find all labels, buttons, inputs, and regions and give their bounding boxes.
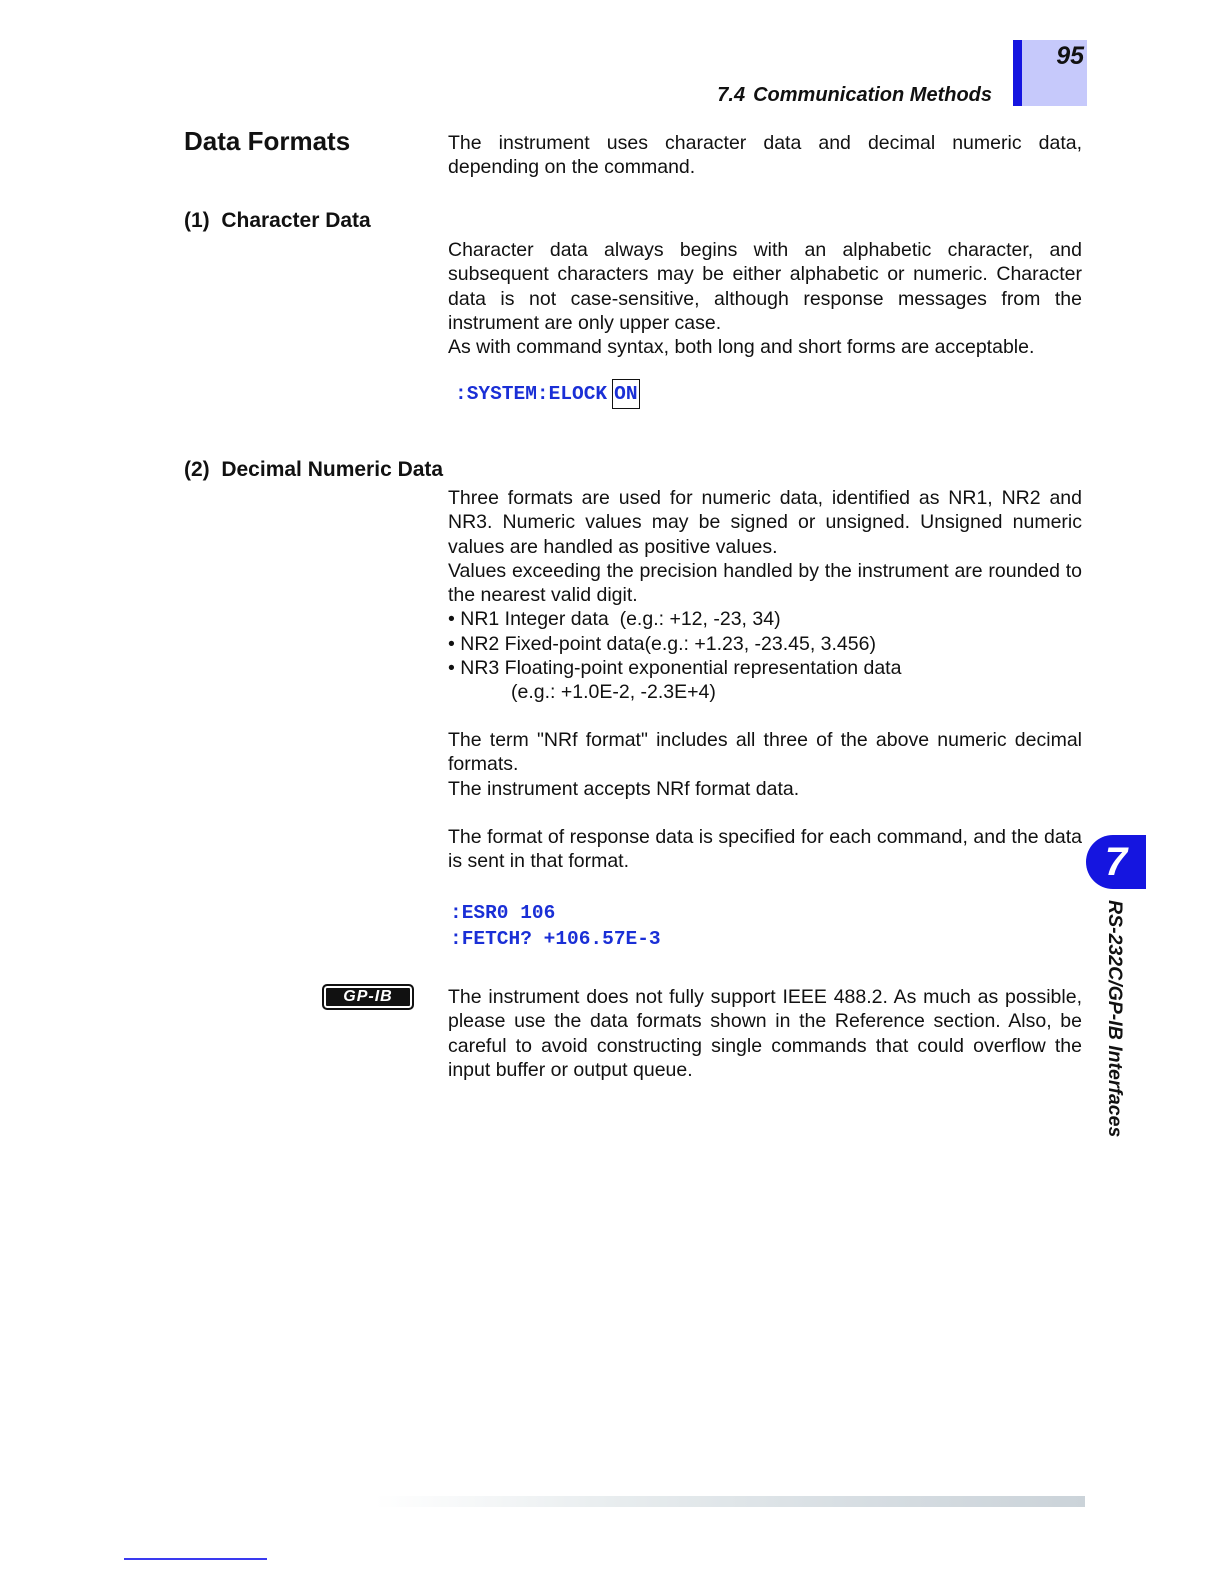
page-number: 95 xyxy=(1056,42,1084,70)
gpib-note-body xyxy=(448,985,1082,1082)
data-formats-heading: Data Formats xyxy=(184,126,351,156)
chapter-number-tab: 7 xyxy=(1086,835,1146,889)
list-item: • NR1 Integer data (e.g.: +12, -23, 34) xyxy=(448,608,781,631)
section-header xyxy=(600,84,992,107)
response-paragraph: The format of response data is specified for each command, and the data is sent in that format. xyxy=(448,826,1082,873)
decimal-data-paragraph2: Values exceeding the precision handled by the instrument are rounded to the nearest valid digit. xyxy=(448,559,1082,607)
example-fetch: :FETCH? +106.57E-3 xyxy=(450,928,661,950)
nrf-accept: The instrument accepts NRf format data. xyxy=(448,777,800,800)
character-data-body xyxy=(448,238,1082,359)
footer-gradient-bar xyxy=(375,1496,1085,1507)
nrf-body xyxy=(448,728,1082,801)
data-formats-intro xyxy=(448,131,1082,180)
footer-line xyxy=(124,1558,267,1560)
response-body xyxy=(448,825,1082,874)
nr-format-list xyxy=(448,607,1082,680)
section-number: 7.4 xyxy=(717,84,746,106)
decimal-data-heading-text: (2) Decimal Numeric Data xyxy=(184,458,444,481)
character-data-heading xyxy=(184,209,371,233)
decimal-data-example xyxy=(450,900,661,952)
example-esr0: :ESR0 106 xyxy=(450,902,556,924)
decimal-data-heading xyxy=(184,458,443,482)
gpib-badge: GP-IB xyxy=(322,984,414,1010)
data-formats-intro-text: The instrument uses character data and decimal numeric data, depending on the command. xyxy=(448,132,1082,179)
page-tab-accent-bar xyxy=(1013,40,1022,106)
list-item: • NR2 Fixed-point data(e.g.: +1.23, -23.45, 3.456) xyxy=(448,632,876,655)
list-item: • NR3 Floating-point exponential representation data xyxy=(448,657,902,680)
character-data-paragraph: Character data always begins with an alphabetic character, and subsequent characters may be either alphabetic or numeric. Character data is not case-sensitive, although response messages from the instrument are only upper case. xyxy=(448,239,1082,334)
character-data-heading-text: (1) Character Data xyxy=(184,209,371,232)
decimal-data-body xyxy=(448,486,1082,705)
gpib-note-text: The instrument does not fully support IEEE 488.2. As much as possible, please use the data formats shown in the Reference section. Also, be careful to avoid constructing single commands that could overflow the input buffer or output queue. xyxy=(448,986,1082,1081)
character-data-paragraph2: As with command syntax, both long and short forms are acceptable. xyxy=(448,336,1035,359)
decimal-data-paragraph1: Three formats are used for numeric data, identified as NR1, NR2 and NR3. Numeric values may be signed or unsigned. Unsigned numeric values are handled as positive values. xyxy=(448,487,1082,558)
example-command: :SYSTEM:ELOCK xyxy=(455,383,608,405)
section-title: Communication Methods xyxy=(753,84,992,106)
character-data-example xyxy=(455,383,640,405)
nr3-example: (e.g.: +1.0E-2, -2.3E+4) xyxy=(511,681,716,704)
nrf-paragraph: The term "NRf format" includes all three of the above numeric decimal formats. xyxy=(448,729,1082,776)
example-param-box: ON xyxy=(612,379,639,409)
chapter-title-vertical: RS-232C/GP-IB Interfaces xyxy=(1104,900,1126,1138)
